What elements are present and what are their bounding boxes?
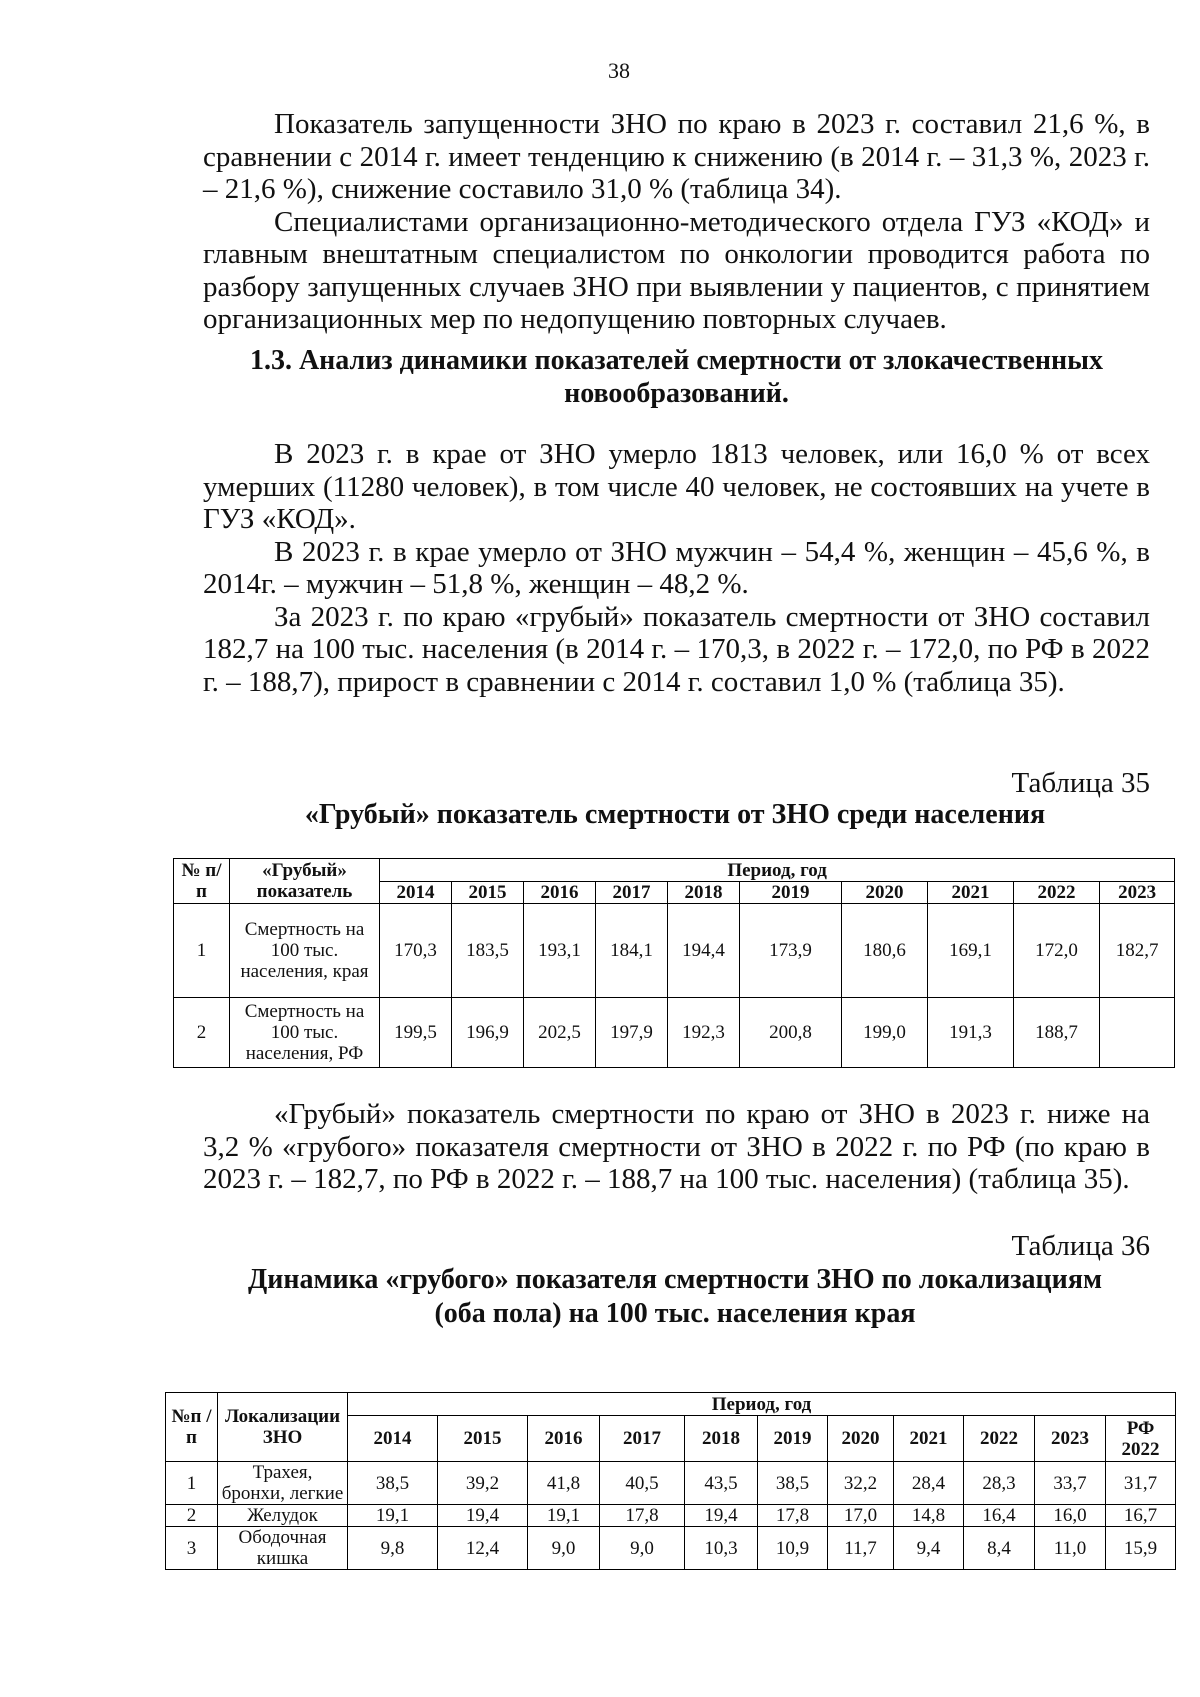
year-header: 2015 — [452, 882, 524, 904]
table-cell: 15,9 — [1106, 1527, 1176, 1570]
table-cell: 184,1 — [596, 904, 668, 998]
table-row — [166, 1505, 1176, 1527]
table-cell: 32,2 — [828, 1462, 894, 1505]
col-indicator-header: «Грубый» показатель — [230, 859, 380, 904]
table-cell: 28,3 — [964, 1462, 1035, 1505]
table-cell: 192,3 — [668, 998, 740, 1068]
table-cell: 169,1 — [928, 904, 1014, 998]
table-cell: 170,3 — [380, 904, 452, 998]
table-cell: 193,1 — [524, 904, 596, 998]
paragraph: Показатель запущенности ЗНО по краю в 2023 г. составил 21,6 %, в сравнении с 2014 г. имеет тенденцию к снижению (в 2014 г. – 31,3 %, 2023 г. – 21,6 %), снижение составило 31,0 % (таблица 34). — [203, 108, 1150, 205]
col-localization-header: Локализации ЗНО — [218, 1393, 348, 1462]
row-number: 1 — [174, 904, 230, 998]
year-header: 2015 — [438, 1416, 528, 1462]
table36-title-line: Динамика «грубого» показателя смертности ЗНО по локализациям — [247, 1264, 1103, 1295]
table-cell: 8,4 — [964, 1527, 1035, 1570]
table-cell — [1100, 998, 1175, 1068]
year-header: 2017 — [600, 1416, 685, 1462]
table-cell: 172,0 — [1014, 904, 1100, 998]
section-text — [203, 438, 1150, 698]
year-header: 2022 — [964, 1416, 1035, 1462]
table-cell: 200,8 — [740, 998, 842, 1068]
paragraph: За 2023 г. по краю «грубый» показатель смертности от ЗНО составил 182,7 на 100 тыс. населения (в 2014 г. – 170,3, в 2022 г. – 172,0, по РФ в 2022 г. – 188,7), прирост в сравнении с 2014 г. составил 1,0 % (таблица 35). — [203, 600, 1150, 698]
year-header: 2022 — [1014, 882, 1100, 904]
row-label: Ободочная кишка — [218, 1527, 348, 1570]
row-label: Смертность на 100 тыс. населения, РФ — [230, 998, 380, 1068]
table-cell: 14,8 — [894, 1505, 964, 1527]
table-cell: 197,9 — [596, 998, 668, 1068]
year-header: 2018 — [668, 882, 740, 904]
table-cell: 16,4 — [964, 1505, 1035, 1527]
year-header: 2018 — [685, 1416, 758, 1462]
table35-title: «Грубый» показатель смертности от ЗНО среди населения — [304, 799, 1046, 830]
period-header: Период, год — [348, 1393, 1176, 1416]
table-cell: 183,5 — [452, 904, 524, 998]
table36-title — [180, 1263, 1170, 1331]
table-cell: 11,7 — [828, 1527, 894, 1570]
table-cell: 180,6 — [842, 904, 928, 998]
table-cell: 188,7 — [1014, 998, 1100, 1068]
table-cell: 28,4 — [894, 1462, 964, 1505]
col-number-header: №п /п — [166, 1393, 218, 1462]
table-cell: 182,7 — [1100, 904, 1175, 998]
table35-caption: Таблица 35 — [1011, 767, 1150, 799]
row-number: 3 — [166, 1527, 218, 1570]
paragraph: «Грубый» показатель смертности по краю от ЗНО в 2023 г. ниже на 3,2 % «грубого» показателя смертности от ЗНО в 2022 г. по РФ (по краю в 2023 г. – 182,7, по РФ в 2022 г. – 188,7 на 100 тыс. населения) (таблица 35). — [203, 1098, 1150, 1195]
table-cell: 19,1 — [348, 1505, 438, 1527]
table-row — [166, 1527, 1176, 1570]
year-header: 2014 — [348, 1416, 438, 1462]
table-cell: 38,5 — [758, 1462, 828, 1505]
paragraph: В 2023 г. в крае умерло от ЗНО мужчин – 54,4 %, женщин – 45,6 %, в 2014г. – мужчин – 51,8 %, женщин – 48,2 %. — [203, 535, 1150, 600]
section-heading — [203, 345, 1150, 410]
table-cell: 19,4 — [438, 1505, 528, 1527]
year-header: 2020 — [828, 1416, 894, 1462]
col-number-header: № п/п — [174, 859, 230, 904]
table-cell: 19,4 — [685, 1505, 758, 1527]
table-cell: 10,3 — [685, 1527, 758, 1570]
table35 — [173, 858, 1175, 1068]
table-cell: 19,1 — [528, 1505, 600, 1527]
table-cell: 194,4 — [668, 904, 740, 998]
table-cell: 33,7 — [1035, 1462, 1106, 1505]
year-header: 2014 — [380, 882, 452, 904]
table-cell: 39,2 — [438, 1462, 528, 1505]
table-cell: 17,8 — [758, 1505, 828, 1527]
year-header: 2021 — [894, 1416, 964, 1462]
table-cell: 17,8 — [600, 1505, 685, 1527]
table-row — [166, 1462, 1176, 1505]
table36-title-line: (оба пола) на 100 тыс. населения края — [434, 1298, 916, 1329]
table-cell: 31,7 — [1106, 1462, 1176, 1505]
year-header: РФ 2022 — [1106, 1416, 1176, 1462]
table36-caption: Таблица 36 — [1011, 1230, 1150, 1262]
year-header: 2016 — [528, 1416, 600, 1462]
table-cell: 199,5 — [380, 998, 452, 1068]
section-heading-line: 1.3. Анализ динамики показателей смертности от злокачественных — [249, 345, 1104, 376]
table-cell: 12,4 — [438, 1527, 528, 1570]
row-label: Смертность на 100 тыс. населения, края — [230, 904, 380, 998]
section-heading-line: новообразований. — [564, 377, 789, 409]
table-cell: 41,8 — [528, 1462, 600, 1505]
table-cell: 16,0 — [1035, 1505, 1106, 1527]
paragraph: В 2023 г. в крае от ЗНО умерло 1813 человек, или 16,0 % от всех умерших (11280 человек), в том числе 40 человек, не состоявших на учете в ГУЗ «КОД». — [203, 438, 1150, 535]
intro-text — [203, 108, 1150, 336]
row-number: 2 — [174, 998, 230, 1068]
row-number: 2 — [166, 1505, 218, 1527]
table-cell: 40,5 — [600, 1462, 685, 1505]
table-cell: 9,8 — [348, 1527, 438, 1570]
paragraph: Специалистами организационно-методического отдела ГУЗ «КОД» и главным внештатным специалистом по онкологии проводится работа по разбору запущенных случаев ЗНО при выявлении у пациентов, с принятием организационных мер по недопущению повторных случаев. — [203, 205, 1150, 335]
page-number: 38 — [608, 58, 630, 83]
table36 — [165, 1392, 1176, 1570]
table-cell: 38,5 — [348, 1462, 438, 1505]
table-cell: 173,9 — [740, 904, 842, 998]
after-table35-text — [203, 1098, 1150, 1196]
table-cell: 16,7 — [1106, 1505, 1176, 1527]
year-header: 2016 — [524, 882, 596, 904]
table-cell: 191,3 — [928, 998, 1014, 1068]
table-cell: 17,0 — [828, 1505, 894, 1527]
table-cell: 9,0 — [600, 1527, 685, 1570]
table-cell: 11,0 — [1035, 1527, 1106, 1570]
table-row — [174, 904, 1175, 998]
row-label: Желудок — [218, 1505, 348, 1527]
table-row — [174, 998, 1175, 1068]
year-header: 2017 — [596, 882, 668, 904]
year-header: 2020 — [842, 882, 928, 904]
year-header: 2023 — [1035, 1416, 1106, 1462]
table-cell: 9,0 — [528, 1527, 600, 1570]
year-header: 2019 — [740, 882, 842, 904]
table-cell: 9,4 — [894, 1527, 964, 1570]
year-header: 2019 — [758, 1416, 828, 1462]
table-cell: 196,9 — [452, 998, 524, 1068]
row-label: Трахея, бронхи, легкие — [218, 1462, 348, 1505]
table-cell: 199,0 — [842, 998, 928, 1068]
year-header: 2023 — [1100, 882, 1175, 904]
row-number: 1 — [166, 1462, 218, 1505]
table-cell: 43,5 — [685, 1462, 758, 1505]
table-cell: 202,5 — [524, 998, 596, 1068]
period-header: Период, год — [380, 859, 1175, 882]
table-cell: 10,9 — [758, 1527, 828, 1570]
year-header: 2021 — [928, 882, 1014, 904]
